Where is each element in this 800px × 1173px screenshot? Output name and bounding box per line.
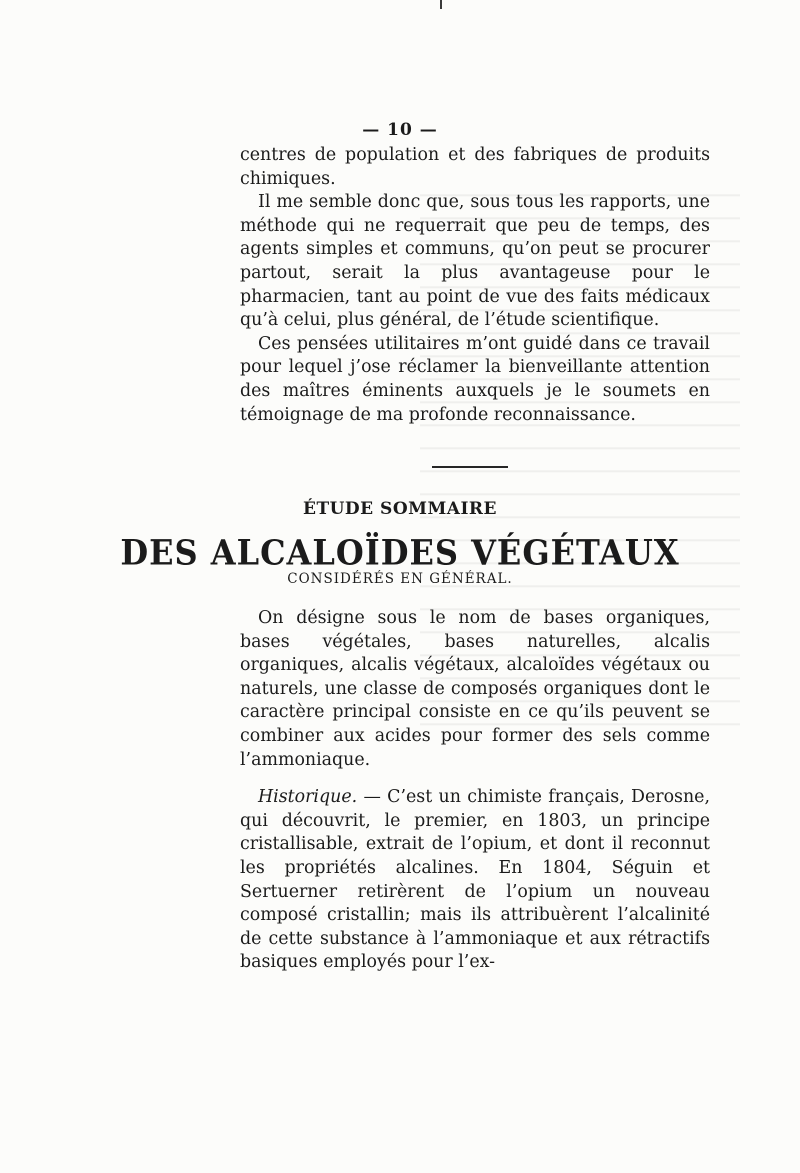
scan-edge-mark (440, 0, 442, 9)
page-number: — 10 — (362, 120, 438, 140)
section-heading-large: DES ALCALOÏDES VÉGÉTAUX (120, 532, 680, 574)
intro-paragraph-1: centres de population et des fabriques de produits chimiques. (240, 145, 710, 189)
historique-label: Historique. (258, 787, 358, 808)
intro-text (240, 144, 710, 427)
section-heading-small: ÉTUDE SOMMAIRE (303, 499, 497, 519)
intro-paragraph-3: Ces pensées utilitaires m’ont guidé dans ce travail pour lequel j’ose réclamer la bienveillante attention des maîtres éminents auxquels je le soumets en témoignage de ma profonde reconnaissance. (240, 333, 710, 425)
historique-text: — C’est un chimiste français, Derosne, qui découvrit, le premier, en 1803, un principe cristallisable, extrait de l’opium, et dont il reconnut les propriétés alcalines. En 1804, Séguin et Sertuerner retirèrent de l’opium un nouveau composé cristallin; mais ils attribuèrent l’alcalinité de cette substance à l’ammoniaque et aux rétractifs basiques employés pour l’ex- (240, 787, 710, 973)
intro-paragraph-2: Il me semble donc que, sous tous les rapports, une méthode qui ne requerrait que peu de temps, des agents simples et communs, qu’on peut se procurer partout, serait la plus avantageuse pour le pharmacien, tant au point de vue des faits médicaux qu’à celui, plus général, de l’étude scientifique. (240, 192, 710, 331)
section-heading-sub: CONSIDÉRÉS EN GÉNÉRAL. (287, 571, 513, 587)
historique-paragraph (240, 786, 710, 975)
section-divider (432, 466, 508, 468)
main-paragraph-1: On désigne sous le nom de bases organiques, bases végétales, bases naturelles, alcalis organiques, alcalis végétaux, alcaloïdes végétaux ou naturels, une classe de composés organiques dont le caractère principal consiste en ce qu’ils peuvent se combiner aux acides pour former des sels comme l’ammoniaque. (240, 608, 710, 770)
main-text (240, 607, 710, 975)
